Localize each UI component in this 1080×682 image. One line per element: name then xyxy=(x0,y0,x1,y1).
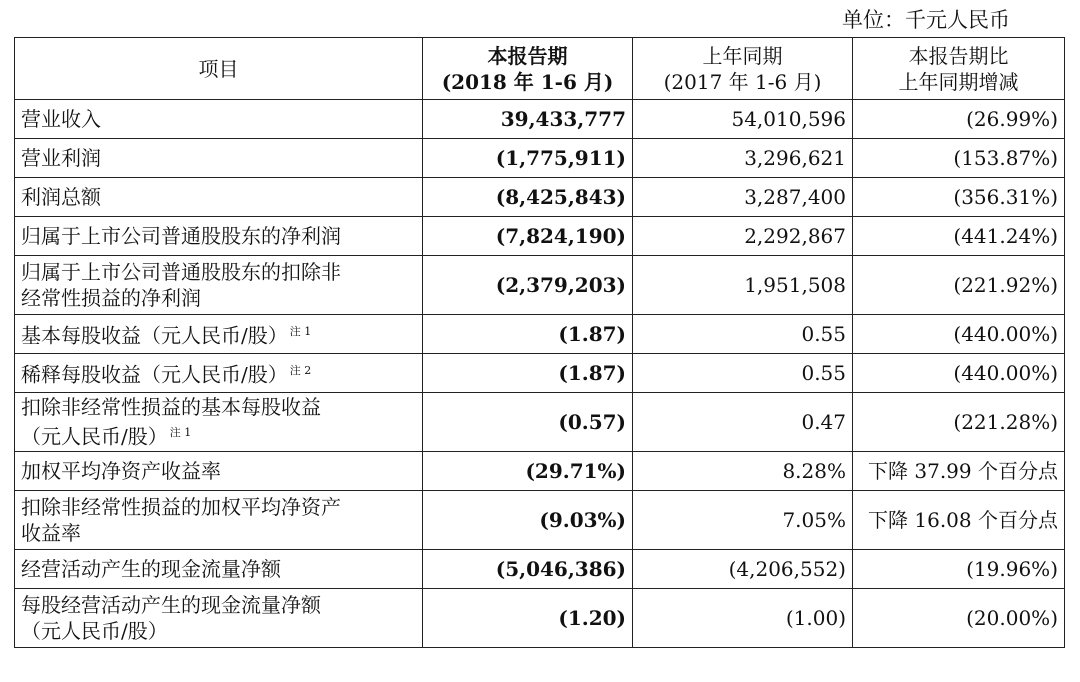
change-value: (440.00%) xyxy=(853,354,1065,393)
prior-period-value: 54,010,596 xyxy=(633,100,853,139)
change-value: (19.96%) xyxy=(853,550,1065,589)
row-label-text: 收益率 xyxy=(21,521,81,545)
row-label-line1 xyxy=(21,106,416,132)
current-period-value: (7,824,190) xyxy=(423,217,633,256)
header-current-period xyxy=(423,38,633,100)
prior-period-value: 0.47 xyxy=(633,393,853,452)
row-label-text: 利润总额 xyxy=(21,185,101,209)
row-label-text: （元人民币/股） xyxy=(21,619,168,643)
prior-period-value: 1,951,508 xyxy=(633,256,853,315)
row-label-line2 xyxy=(21,285,416,311)
header-row xyxy=(15,38,1065,100)
row-label-line2 xyxy=(21,420,416,450)
prior-period-value: 3,296,621 xyxy=(633,139,853,178)
prior-period-value: 3,287,400 xyxy=(633,178,853,217)
row-label-text: 营业利润 xyxy=(21,146,101,170)
change-value: (221.92%) xyxy=(853,256,1065,315)
change-value: (441.24%) xyxy=(853,217,1065,256)
financial-summary-table xyxy=(14,37,1065,648)
row-label-line1 xyxy=(21,556,416,582)
table-row xyxy=(15,393,1065,452)
row-label-cell xyxy=(15,139,423,178)
row-label-text: 扣除非经常性损益的基本每股收益 xyxy=(21,395,321,420)
row-label-cell xyxy=(15,100,423,139)
row-label-cell xyxy=(15,589,423,648)
row-label-line1 xyxy=(21,494,416,520)
row-label-text: 归属于上市公司普通股股东的净利润 xyxy=(21,224,341,248)
row-label-cell xyxy=(15,256,423,315)
change-value: (440.00%) xyxy=(853,315,1065,354)
header-prior-period xyxy=(633,38,853,100)
row-label-line1 xyxy=(21,145,416,171)
change-value: 下降 16.08 个百分点 xyxy=(853,491,1065,550)
current-period-value: (1.20) xyxy=(423,589,633,648)
header-change xyxy=(853,38,1065,100)
current-period-value: (2,379,203) xyxy=(423,256,633,315)
table-row xyxy=(15,589,1065,648)
row-label-text: 加权平均净资产收益率 xyxy=(21,459,221,483)
row-label-text: 归属于上市公司普通股股东的扣除非 xyxy=(21,260,341,284)
row-label-cell xyxy=(15,315,423,354)
current-period-value: (29.71%) xyxy=(423,452,633,491)
footnote-marker: 注 1 xyxy=(169,426,192,440)
row-label-line1 xyxy=(21,184,416,210)
row-label-text: 每股经营活动产生的现金流量净额 xyxy=(21,593,321,617)
footnote-marker: 注 1 xyxy=(289,325,312,339)
prior-period-value: (1.00) xyxy=(633,589,853,648)
row-label-text: 基本每股收益（元人民币/股） xyxy=(21,323,288,348)
row-label-line1 xyxy=(21,394,416,420)
current-period-value: (9.03%) xyxy=(423,491,633,550)
table-row xyxy=(15,354,1065,393)
change-value: (20.00%) xyxy=(853,589,1065,648)
table-body xyxy=(15,100,1065,648)
header-prior-line2: (2017 年 1-6 月) xyxy=(663,69,822,94)
row-label-cell xyxy=(15,178,423,217)
row-label-line2 xyxy=(21,520,416,546)
prior-period-value: 0.55 xyxy=(633,354,853,393)
row-label-cell xyxy=(15,354,423,393)
header-change-line1: 本报告期比 xyxy=(908,43,1009,68)
row-label-line2 xyxy=(21,618,416,644)
row-label-cell xyxy=(15,393,423,452)
row-label-cell xyxy=(15,491,423,550)
table-row xyxy=(15,217,1065,256)
row-label-text: 经常性损益的净利润 xyxy=(21,286,201,310)
row-label-line1 xyxy=(21,592,416,618)
prior-period-value: 7.05% xyxy=(633,491,853,550)
current-period-value: (1,775,911) xyxy=(423,139,633,178)
row-label-cell xyxy=(15,550,423,589)
row-label-cell xyxy=(15,452,423,491)
row-label-text: （元人民币/股） xyxy=(21,424,168,449)
change-value: (153.87%) xyxy=(853,139,1065,178)
row-label-cell xyxy=(15,217,423,256)
header-item xyxy=(15,38,423,100)
row-label-text: 营业收入 xyxy=(21,107,101,131)
table-row xyxy=(15,315,1065,354)
prior-period-value: 2,292,867 xyxy=(633,217,853,256)
header-change-line2: 上年同期增减 xyxy=(898,69,1019,94)
header-prior-line1: 上年同期 xyxy=(702,43,783,68)
change-value: (356.31%) xyxy=(853,178,1065,217)
header-item-label: 项目 xyxy=(198,56,239,81)
current-period-value: (1.87) xyxy=(423,315,633,354)
table-row xyxy=(15,100,1065,139)
unit-label: 单位：千元人民币 xyxy=(842,8,1010,32)
current-period-value: (0.57) xyxy=(423,393,633,452)
prior-period-value: 8.28% xyxy=(633,452,853,491)
header-current-line1: 本报告期 xyxy=(487,43,568,68)
table-row xyxy=(15,491,1065,550)
change-value: (26.99%) xyxy=(853,100,1065,139)
row-label-text: 稀释每股收益（元人民币/股） xyxy=(21,362,288,387)
current-period-value: (5,046,386) xyxy=(423,550,633,589)
current-period-value: (8,425,843) xyxy=(423,178,633,217)
table-row xyxy=(15,550,1065,589)
row-label-line1 xyxy=(21,259,416,285)
row-label-line1 xyxy=(21,358,416,388)
change-value: (221.28%) xyxy=(853,393,1065,452)
prior-period-value: (4,206,552) xyxy=(633,550,853,589)
table-row xyxy=(15,256,1065,315)
current-period-value: (1.87) xyxy=(423,354,633,393)
table-row xyxy=(15,452,1065,491)
prior-period-value: 0.55 xyxy=(633,315,853,354)
row-label-text: 经营活动产生的现金流量净额 xyxy=(21,557,281,581)
change-value: 下降 37.99 个百分点 xyxy=(853,452,1065,491)
footnote-marker: 注 2 xyxy=(289,364,312,378)
current-period-value: 39,433,777 xyxy=(423,100,633,139)
header-current-line2: (2018 年 1-6 月) xyxy=(441,69,614,94)
row-label-line1 xyxy=(21,458,416,484)
table-row xyxy=(15,139,1065,178)
row-label-line1 xyxy=(21,223,416,249)
row-label-line1 xyxy=(21,319,416,349)
row-label-text: 扣除非经常性损益的加权平均净资产 xyxy=(21,495,341,519)
table-row xyxy=(15,178,1065,217)
